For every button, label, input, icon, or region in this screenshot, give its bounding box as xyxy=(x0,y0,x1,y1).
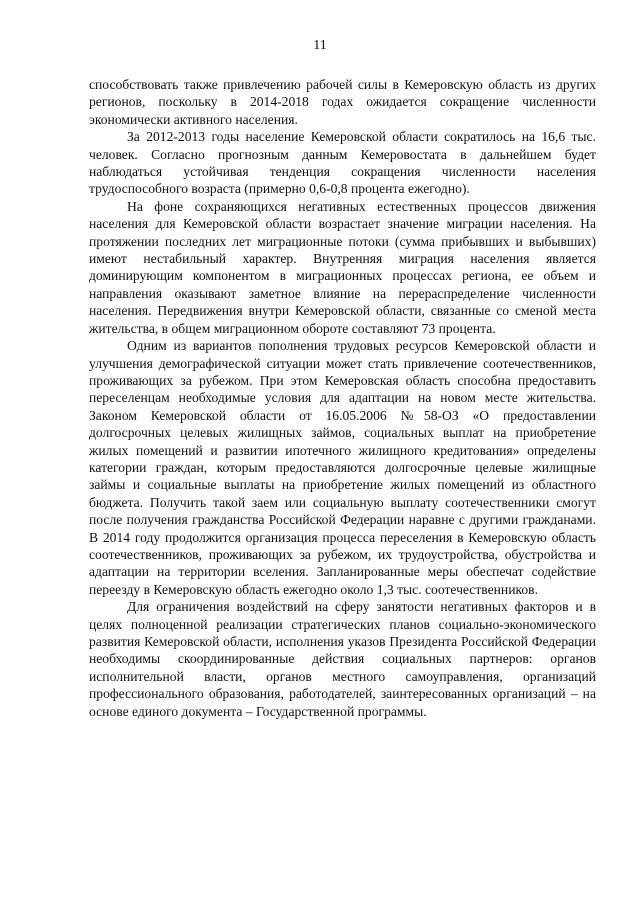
body-text xyxy=(89,76,596,720)
paragraph-population-decline: За 2012-2013 годы население Кемеровской области сократилось на 16,6 тыс. человек. Согласно прогнозным данным Кемеровостата в дальнейшем будет наблюдаться устойчивая тенденция сокращения численности населения трудоспособного возраста (примерно 0,6-0,8 процента ежегодно). xyxy=(89,129,596,197)
paragraph-state-program: Для ограничения воздействий на сферу занятости негативных факторов и в целях полноценной реализации стратегических планов социально-экономического развития Кемеровской области, исполнения указов Президента Российской Федерации необходимы скоординированные действия социальных партнеров: органов исполнительной власти, органов местного самоуправления, организаций профессионального образования, работодателей, заинтересованных организаций – на основе единого документа – Государственной программы. xyxy=(89,599,596,719)
paragraph-migration: На фоне сохраняющихся негативных естественных процессов движения населения для Кемеровской области возрастает значение миграции населения. На протяжении последних лет миграционные потоки (сумма прибывших и выбывших) имеют нестабильный характер. Внутренняя миграция населения является доминирующим компонентом в миграционных процессах региона, ее объем и направления оказывают заметное влияние на перераспределение численности населения. Передвижения внутри Кемеровской области, связанные со сменой места жительства, в общем миграционном обороте составляют 73 процента. xyxy=(89,198,596,336)
page-number: 11 xyxy=(313,38,327,53)
paragraph-compatriots: Одним из вариантов пополнения трудовых ресурсов Кемеровской области и улучшения демографической ситуации может стать привлечение соотечественников, проживающих за рубежом. При этом Кемеровская область способна предоставить переселенцам необходимые условия для адаптации на новом месте жительства. Законом Кемеровской области от 16.05.2006 №58-ОЗ «О предоставлении долгосрочных целевых жилищных займов, социальных выплат на приобретение жилых помещений и развитии ипотечного жилищного кредитования» определены категории граждан, которым предоставляются долгосрочные целевые жилищные займы и социальные выплаты на приобретение жилых помещений из областного бюджета. Получить такой заем или социальную выплату соотечественники смогут после получения гражданства Российской Федерации наравне с другими гражданами. В 2014 году продолжится организация процесса переселения в Кемеровскую область соотечественников, проживающих за рубежом, их трудоустройства, обустройства и адаптации на территории вселения. Запланированные меры обеспечат содействие переезду в Кемеровскую область ежегодно около 1,3 тыс. соотечественников. xyxy=(89,338,596,597)
paragraph-continuation: способствовать также привлечению рабочей силы в Кемеровскую область из других регионов, поскольку в 2014-2018 годах ожидается сокращение численности экономически активного населения. xyxy=(89,77,596,127)
